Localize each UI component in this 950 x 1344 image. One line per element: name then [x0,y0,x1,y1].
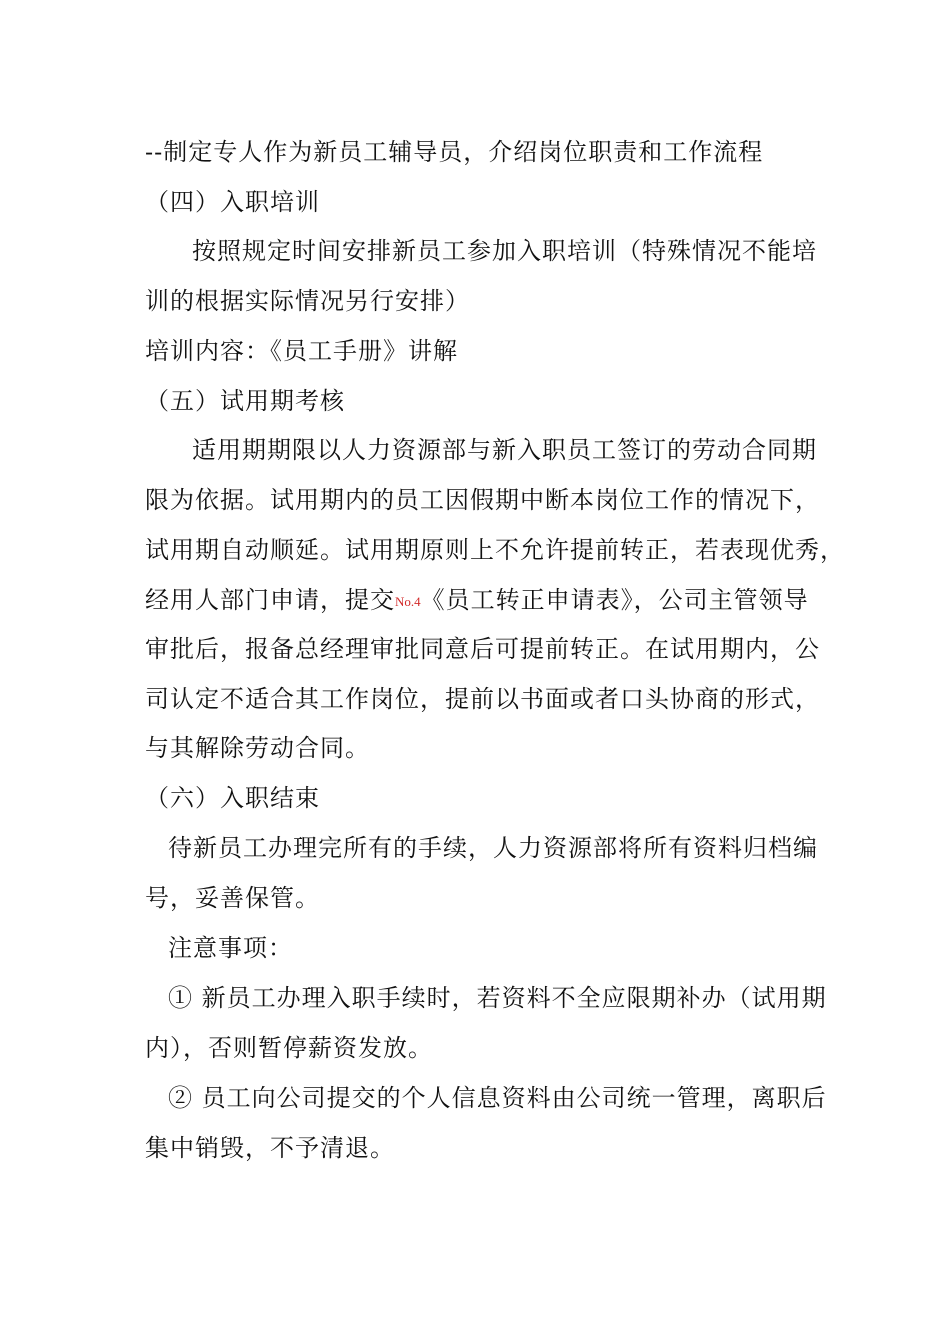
notes-heading: 注意事项： [168,934,293,962]
paragraph-line: 限为依据。试用期内的员工因假期中断本岗位工作的情况下， [145,486,820,514]
paragraph-text: 《员工转正申请表》，公司主管领导 [420,586,809,614]
paragraph-line: 培训内容：《员工手册》讲解 [145,337,458,365]
paragraph-line: 训的根据实际情况另行安排） [145,287,470,315]
section-heading-5: （五）试用期考核 [145,387,345,415]
paragraph-line: 审批后，报备总经理审批同意后可提前转正。在试用期内，公 [145,635,820,663]
note-item-2: ② 员工向公司提交的个人信息资料由公司统一管理，离职后 [168,1084,827,1112]
paragraph-line [145,585,809,617]
paragraph-line: 集中销毁，不予清退。 [145,1134,395,1162]
paragraph-line: 内），否则暂停薪资发放。 [145,1034,433,1062]
paragraph-line: 适用期期限以人力资源部与新入职员工签订的劳动合同期 [192,436,817,464]
form-number-tag: No.4 [395,594,421,609]
paragraph-text: 经用人部门申请，提交 [145,586,395,614]
section-heading-4: （四）入职培训 [145,188,320,216]
paragraph-line: 司认定不适合其工作岗位，提前以书面或者口头协商的形式， [145,685,820,713]
paragraph-line: 按照规定时间安排新员工参加入职培训（特殊情况不能培 [192,237,817,265]
note-item-1: ① 新员工办理入职手续时，若资料不全应限期补办（试用期 [168,984,827,1012]
paragraph-line: 与其解除劳动合同。 [145,734,370,762]
section-heading-6: （六）入职结束 [145,784,320,812]
paragraph-line: 待新员工办理完所有的手续，人力资源部将所有资料归档编 [168,834,818,862]
paragraph-line: --制定专人作为新员工辅导员，介绍岗位职责和工作流程 [145,138,764,166]
paragraph-line: 试用期自动顺延。试用期原则上不允许提前转正，若表现优秀， [145,536,845,564]
paragraph-line: 号，妥善保管。 [145,884,320,912]
